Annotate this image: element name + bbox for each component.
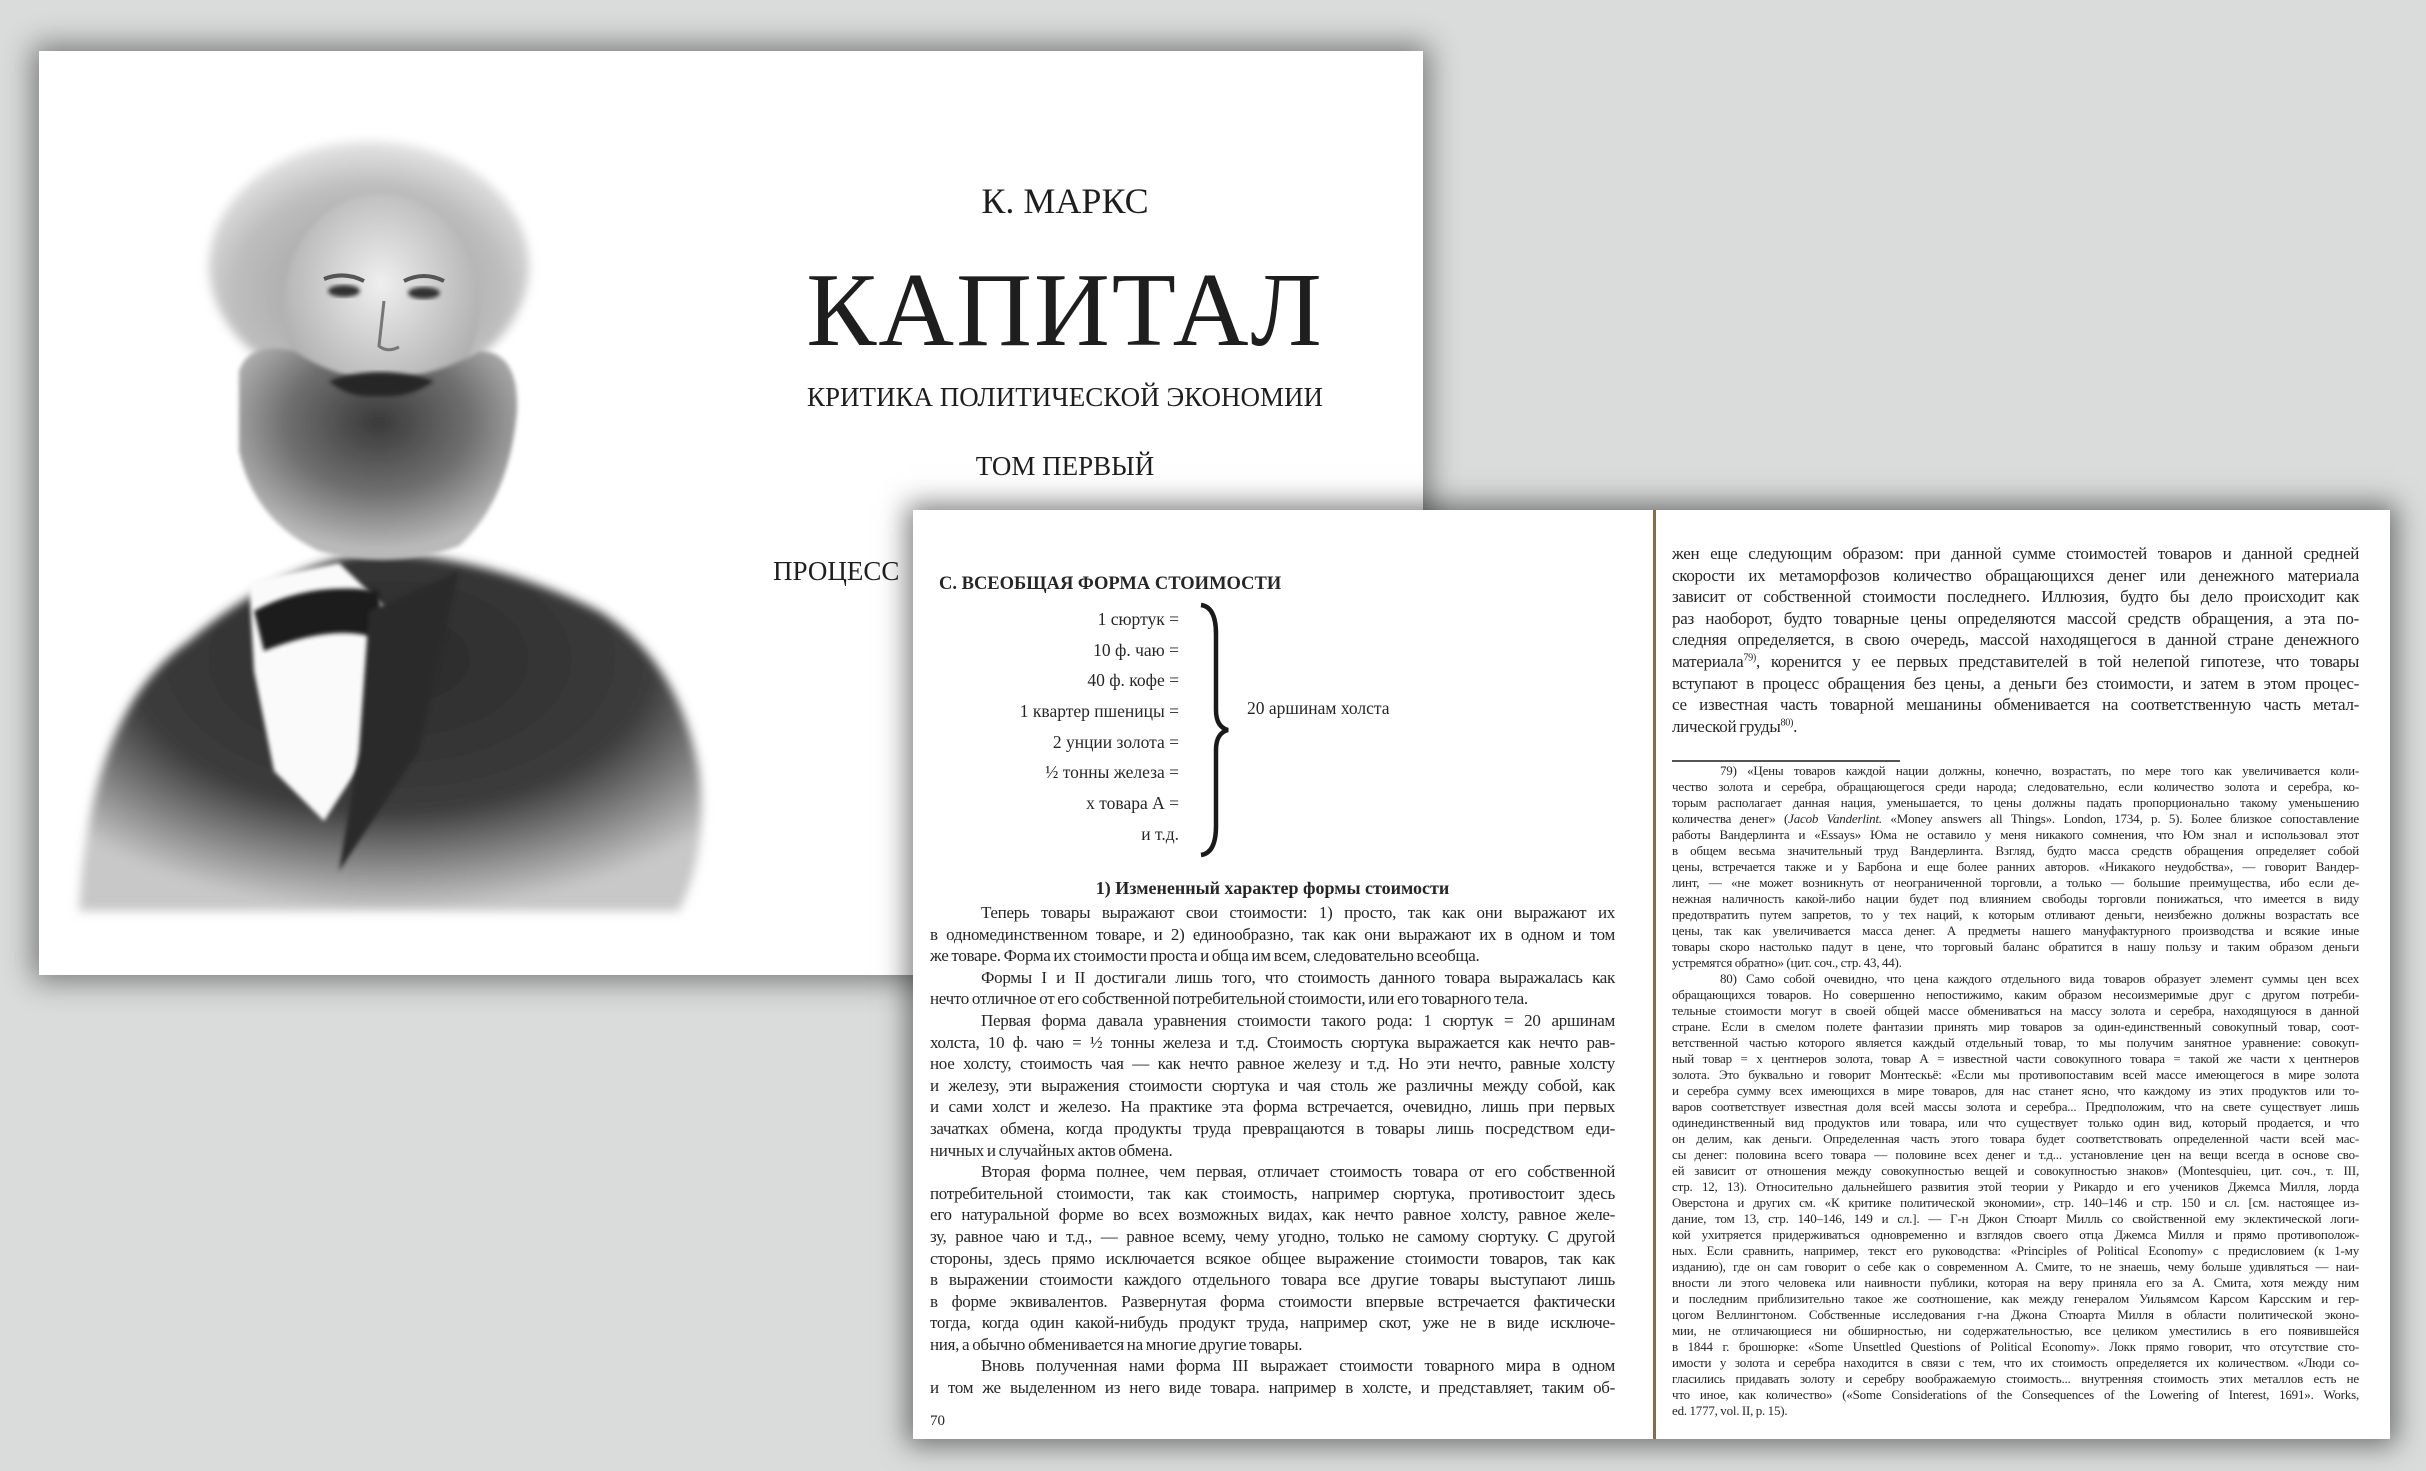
- author-portrait: [39, 51, 759, 975]
- italic-citation: Jacob Vanderlint.: [1788, 811, 1882, 826]
- text-segment: лической груды: [1672, 716, 1781, 736]
- footnote-line: кой ухитряется придерживаться одновременно и взглядов своего отца Джемса Милля и прямо противополож-: [1672, 1227, 2359, 1242]
- book-part-title: ПРОЦЕСС: [773, 556, 900, 586]
- formula-item: 10 ф. чаю =: [1093, 639, 1179, 660]
- text-segment: , коренится у ее первых представителей в той нелепой гипотезе, что товары: [1756, 651, 2359, 671]
- footnote-line: он делим, как деньги. Определенная часть этого товара будет соответствовать определенной части всей мас-: [1672, 1131, 2359, 1146]
- right-page-body: [1672, 543, 2359, 737]
- footnote-line: в общем весьма значительный труд Вандерлинта. Взгляд, будто масса средств обращения определяет собой: [1672, 843, 2359, 858]
- text-line: потребительной стоимости, так как стоимость, например сюртука, противостоит здесь: [930, 1183, 1615, 1203]
- footnote-line: и последним приблизительно такое же соотношение, как между генералом Уильямсом Карсом Карсским и гер-: [1672, 1291, 2359, 1306]
- section-heading: С. ВСЕОБЩАЯ ФОРМА СТОИМОСТИ: [939, 574, 1282, 594]
- book-spread: [913, 510, 2390, 1439]
- footnote-line: изданию), где он сам говорит о себе как о современном А. Смите, то не знаешь, чему больше удивляться — наи-: [1672, 1259, 2359, 1274]
- text-line: Первая форма давала уравнения стоимости такого рода: 1 сюртук = 20 аршинам: [981, 1010, 1615, 1030]
- footnote-line: цены, встречается также и у Барбона и еще более ранних авторов. «Никакого неудобства», — говорит Вандер-: [1672, 859, 2359, 874]
- footnote-line: и серебра сумму всех имеющихся в мире товаров, для нас станет ясно, что каждому из этих продуктов или то-: [1672, 1083, 2359, 1098]
- formula-item: и т.д.: [1141, 823, 1179, 844]
- text-line: в одномединственном товаре, и 2) единообразно, так как они выражают их в одном и том: [930, 924, 1615, 944]
- formula-item: ½ тонны железа =: [1045, 762, 1179, 783]
- footnote-reference: 79): [1743, 652, 1757, 664]
- footnote-line: ветственной частью которого является каждый отдельный товар, то мы получим занятное уравнение: совокуп-: [1672, 1035, 2359, 1050]
- footnote-line: обращающихся товаров. Но совершенно непостижимо, каким образом несоизмеримые друг с другом потреби-: [1672, 987, 2359, 1002]
- text-line: тогда, когда один какой-нибудь продукт труда, например скот, уже не в виде исключе-: [930, 1313, 1615, 1333]
- text-line: раз наоборот, будто товарные цены определяются массой средств обращения, а эта по-: [1672, 608, 2359, 628]
- footnote-line: товары скоро настолько падут в цене, что торговый баланс обратится в нашу пользу и таким образом деньги: [1672, 939, 2359, 954]
- footnotes: [1672, 763, 2359, 1419]
- text-line: Теперь товары выражают свои стоимости: 1) просто, так как они выражают их: [981, 903, 1615, 922]
- text-line: зачатках обмена, когда продукты труда превращаются в товары лишь посредством еди-: [930, 1118, 1615, 1138]
- footnote-reference: 80): [1780, 717, 1794, 729]
- footnote-line: дание, том 13, стр. 140–146, 149 и сл.]. — Г-н Джон Стюарт Милль со свойственной ему эклектической логи-: [1672, 1211, 2359, 1226]
- formula-item: 1 квартер пшеницы =: [1019, 701, 1179, 722]
- text-segment: материала: [1672, 651, 1744, 671]
- text-line: и железу, эти выражения стоимости сюртука и чая столь же различны между собой, как: [930, 1075, 1615, 1095]
- footnote-line: ей зависит от отношения между совокупностью вещей и совокупностью знаков» (Montesquieu, цит. соч., т. III,: [1672, 1163, 2359, 1178]
- text-line: Вновь полученная нами форма III выражает стоимости товарного мира в одном: [981, 1356, 1615, 1376]
- text-line: и том же выделенном из него виде товара. например в холсте, и представляет, таким об-: [930, 1378, 1615, 1398]
- footnote-line: цены, так как увеличивается масса денег. А предметы нашего мануфактурного производства и всякие иные: [1672, 923, 2359, 938]
- text-line: [1672, 651, 2359, 673]
- text-line: зу, равное чаю и т.д., — равное всему, чему угодно, только не самому сюртуку. С другой: [930, 1226, 1615, 1246]
- text-line: [1672, 716, 2359, 738]
- footnote-line: предотвратить путем запретов, то у тех наций, к которым отливают деньги, неизбежно должны возрастать все: [1672, 907, 2359, 922]
- text-line: же товаре. Форма их стоимости проста и обща им всем, следовательно всеобща.: [930, 946, 1480, 966]
- footnote-line: нежная наличность какой-либо нации будет под влиянием свободы торговли понижаться, что имеется в виду: [1672, 891, 2359, 906]
- footnote-line: цогом Веллингтоном. Собственные исследования г-на Джона Стюарта Милля в области политической эконо-: [1672, 1307, 2359, 1322]
- footnote-line: имости у золота и серебра находится в связи с тем, что их стоимость определяется их количеством. «Люди со-: [1672, 1355, 2359, 1370]
- curly-brace-icon: [1197, 602, 1231, 858]
- footnote-line: что иное, как количество» («Some Considerations of the Consequences of the Lowering of Interest, 1691». Works,: [1672, 1387, 2359, 1402]
- book-subtitle: КРИТИКА ПОЛИТИЧЕСКОЙ ЭКОНОМИИ: [806, 382, 1324, 412]
- formula-item: x товара А =: [1086, 793, 1179, 814]
- text-line: и сами холст и железо. На практике эта форма встречается, очевидно, лишь при первых: [930, 1097, 1615, 1117]
- footnote-line: варов соответствует известная доля всей массы золота и серебра... Предположим, что на свете существует лишь: [1672, 1099, 2359, 1114]
- footnote-line: сы денег: половина всего товара — половине всех денег и т.д... установление цен на вещи всегда в основе сво-: [1672, 1147, 2359, 1162]
- text-line: нечто отличное от его собственной потребительной стоимости, или его товарного тела.: [930, 989, 1528, 1009]
- footnote-line: в 1844 г. брошюрке: «Some Unsettled Questions of Political Economy». Локк прямо говорит, что отсутствие сто-: [1672, 1339, 2359, 1354]
- formula-item: 2 унции золота =: [1052, 731, 1179, 752]
- text-segment: «Money answers all Things». London, 1734, p. 5). Более близкое сопоставление: [1881, 811, 2359, 826]
- footnote-line: чество золота и серебра, обращающегося среди народа; следовательно, если количество золота и серебра, ко-: [1672, 779, 2359, 794]
- footnote-line: 79) «Цены товаров каждой нации должны, конечно, возрастать, по мере того как увеличивается коли-: [1720, 763, 2359, 778]
- text-line: следняя определяется, в свою очередь, массой находящегося в данной стране денежного: [1672, 630, 2359, 650]
- left-page-body: [930, 902, 1615, 1399]
- footnote-line: [1672, 811, 2359, 827]
- book-title: КАПИТАЛ: [806, 251, 1324, 368]
- formula-item: 1 сюртук =: [1097, 609, 1179, 629]
- text-line: скорости их метаморфозов количество обращающихся денег или денежного материала: [1672, 565, 2359, 585]
- text-line: ния, а обычно обменивается на многие другие товары.: [930, 1334, 1303, 1354]
- footnote-line: вности ли этого человека или наивности публики, которая на веру приняла его за А. Смита, хотя между ним: [1672, 1275, 2359, 1290]
- text-line: Вторая форма полнее, чем первая, отличает стоимость товара от его собственной: [981, 1162, 1615, 1182]
- text-line: стороны, здесь прямо исключается всякое общее выражение стоимости товаров, так как: [930, 1248, 1615, 1268]
- footnote-line: стране. Если в смелом полете фантазии принять мир товаров за один-единственный совокупный товар, соот-: [1672, 1019, 2359, 1034]
- footnote-line: ed. 1777, vol. II, p. 15).: [1672, 1403, 1788, 1418]
- text-line: ничных и случайных актов обмена.: [930, 1140, 1173, 1160]
- text-line: зависит от собственной стоимости последнего. Иллюзия, будто бы дело происходит как: [1672, 587, 2359, 607]
- subsection-heading: 1) Измененный характер формы стоимости: [1095, 878, 1450, 898]
- footnote-line: одинединственный вид продуктов или товара, или что существует только один вид, который продается, и что: [1672, 1115, 2359, 1130]
- text-line: его натуральной форме во всех возможных видах, как нечто равное холсту, равное желе-: [930, 1205, 1615, 1225]
- formula-item: 40 ф. кофе =: [1087, 670, 1179, 691]
- text-line: жен еще следующим образом: при данной сумме стоимостей товаров и данной средней: [1672, 544, 2359, 563]
- text-segment: количества денег» (: [1672, 811, 1789, 826]
- formula-equivalent: 20 аршинам холста: [1247, 698, 1390, 718]
- book-author: К. МАРКС: [981, 181, 1149, 221]
- footnote-line: Оверстона и других см. «К критике политической экономии», стр. 140–146 и стр. 150 и сл. [см. настоящее из-: [1672, 1195, 2359, 1210]
- page-number: 70: [930, 1413, 945, 1429]
- footnote-line: мии, не отличающиеся ни обширностью, ни содержательностью, все целиком уместились в его появившейся: [1672, 1323, 2359, 1338]
- text-line: в выражении стоимости каждого отдельного товара все другие товары выступают лишь: [930, 1270, 1615, 1290]
- footnote-line: линт, — «не может возникнуть от неограниченной торговли, а только — большие преимущества, ибо если де-: [1672, 875, 2359, 890]
- footnote-line: 80) Само собой очевидно, что цена каждого отдельного вида товаров образует элемент суммы цен всех: [1720, 971, 2359, 986]
- text-segment: .: [1793, 716, 1798, 736]
- text-line: се известная часть товарной мешанины обменивается на соответственную часть метал-: [1672, 695, 2359, 715]
- footnote-line: устремятся обратно» (цит. соч., стр. 43, 44).: [1672, 955, 1902, 970]
- footnote-line: стр. 12, 13). Относительно дальнейшего развития этой теории у Рикардо и его учеников Джемса Милля, лорда: [1672, 1179, 2359, 1194]
- footnote-line: работы Вандерлинта и «Essays» Юма не оставило у меня никакого сомнения, что Юм знал и использовал этот: [1672, 827, 2359, 842]
- footnote-line: торым располагает данная нация, уменьшается, то цены должны падать пропорционально такому уменьшению: [1672, 795, 2359, 810]
- text-line: Формы I и II достигали лишь того, что стоимость данного товара выражалась как: [981, 967, 1615, 987]
- footnote-line: тельные стоимости могут в своей общей массе обмениваться на массу золота и серебра, находящуюся в данной: [1672, 1003, 2359, 1018]
- footnote-line: ный товар = x центнеров золота, товар А = известной части совокупного товара = такой же части x центнеров: [1672, 1051, 2359, 1066]
- text-line: холста, 10 ф. чаю = ½ тонны железа и т.д. Стоимость сюртука выражается как нечто рав-: [930, 1032, 1615, 1052]
- text-line: в форме эквивалентов. Развернутая форма стоимости впервые встречается фактически: [930, 1291, 1615, 1311]
- footnote-line: гласились придавать золоту и серебру воображаемую стоимость... внутренняя стоимость этих металлов есть не: [1672, 1371, 2359, 1386]
- value-formula-list: [913, 604, 1179, 850]
- text-line: ное холсту, стоимость чая — как нечто равное железу и т.д. Но эти нечто, равные холсту: [930, 1054, 1615, 1074]
- footnote-separator: [1672, 760, 1900, 762]
- text-line: вступают в процесс обращения без цены, а деньги без стоимости, и затем в этом процес-: [1672, 673, 2359, 693]
- footnote-line: золота. Это буквально и говорит Монтескьё: «Если мы противопоставим всей массе имеющегося в мире золота: [1672, 1067, 2359, 1082]
- book-volume: ТОМ ПЕРВЫЙ: [975, 451, 1155, 481]
- book-spine-divider: [1653, 510, 1656, 1439]
- footnote-line: ных. Если сравнить, например, текст его руководства: «Principles of Political Economy» с предисловием (к 1-му: [1672, 1243, 2359, 1258]
